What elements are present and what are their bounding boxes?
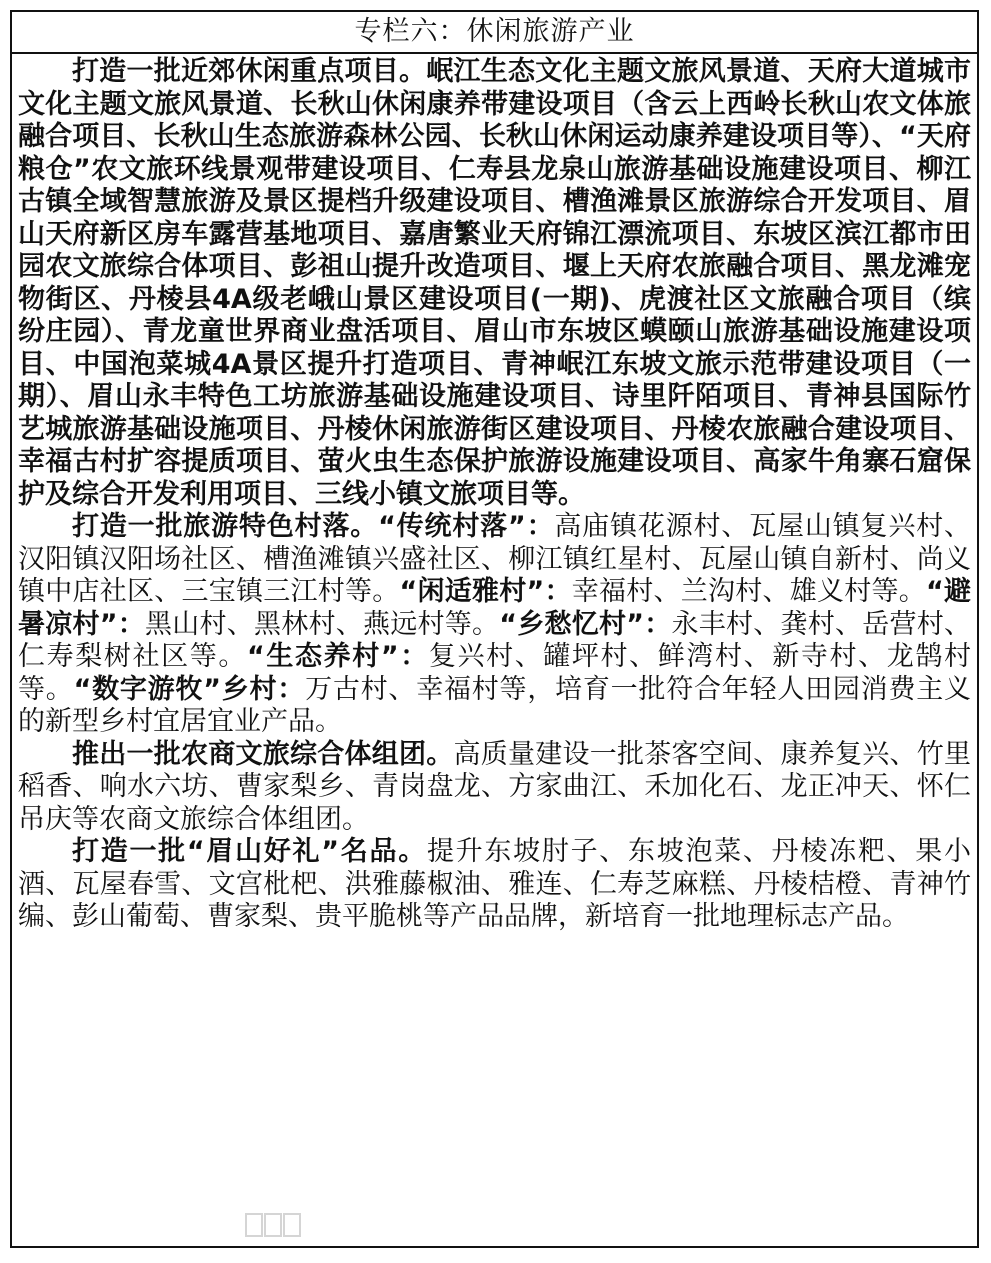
gifts-text: 提升东坡肘子、东坡泡菜、丹棱冻粑、果小酒、瓦屋春雪、文宫枇杷、洪雅藤椒油、雅连、仁寿芝麻糕、丹棱桔橙、青神竹编、彭山葡萄、曹家梨、贵平脆桃等产品品牌，新培育一批地理标志产品。	[18, 836, 972, 932]
nostalgia-village-label: “乡愁忆村”：	[499, 608, 672, 640]
digital-nomad-label: “数字游牧”乡村：	[73, 673, 306, 705]
villages-lead: 打造一批旅游特色村落。“传统村落”：	[72, 511, 555, 542]
watermark-icon	[243, 1210, 303, 1240]
paragraph-meishan-gifts	[18, 836, 971, 934]
leisure-village-label: “闲适雅村”：	[399, 576, 572, 607]
paragraph-complex-clusters	[18, 739, 971, 837]
digital-nomad-list: 万古村、幸福村等，培育一批符合年轻人田园消费主义的新型乡村宜居宜业产品。	[18, 673, 972, 737]
cool-village-label: “避暑凉村”：	[18, 576, 971, 640]
gifts-lead: 打造一批“眉山好礼”名品。	[72, 836, 427, 867]
nostalgia-village-list: 永丰村、龚村、岳营村、仁寿梨树社区等。	[18, 608, 971, 672]
clusters-lead: 推出一批农商文旅综合体组团。	[72, 738, 454, 770]
column-title: 专栏六：休闲旅游产业	[12, 12, 977, 54]
eco-village-label: “生态养村”：	[246, 641, 429, 672]
cool-village-list: 黑山村、黑林村、燕远村等。	[145, 608, 500, 640]
clusters-text: 高质量建设一批茶客空间、康养复兴、竹里稻香、响水六坊、曹家梨乡、青岗盘龙、方家曲江、禾加化石、龙正冲天、怀仁吊庆等农商文旅综合体组团。	[18, 738, 971, 835]
paragraph-leisure-projects-text: 打造一批近郊休闲重点项目。岷江生态文化主题文旅风景道、天府大道城市文化主题文旅风景道、长秋山休闲康养带建设项目（含云上西岭长秋山农文体旅融合项目、长秋山生态旅游森林公园、长秋山休闲运动康养建设项目等）、“天府粮仓”农文旅环线景观带建设项目、仁寿县龙泉山旅游基础设施建设项目、柳江古镇全域智慧旅游及景区提档升级建设项目、槽渔滩景区旅游综合开发项目、眉山天府新区房车露营基地项目、嘉唐繁业天府锦江漂流项目、东坡区滨江都市田园农文旅综合体项目、彭祖山提升改造项目、堰上天府农旅融合项目、黑龙滩宠物街区、丹棱县4A级老峨山景区建设项目(一期)、虎渡社区文旅融合项目（缤纷庄园）、青龙童世界商业盘活项目、眉山市东坡区蟆颐山旅游基础设施建设项目、中国泡菜城4A景区提升打造项目、青神岷江东坡文旅示范带建设项目（一期）、眉山永丰特色工坊旅游基础设施建设项目、诗里阡陌项目、青神县国际竹艺城旅游基础设施项目、丹棱休闲旅游街区建设项目、丹棱农旅融合建设项目、幸福古村扩容提质项目、萤火虫生态保护旅游设施建设项目、高家牛角寨石窟保护及综合开发利用项目、三线小镇文旅项目等。	[18, 56, 971, 510]
traditional-villages-list: 高庙镇花源村、瓦屋山镇复兴村、汉阳镇汉阳场社区、槽渔滩镇兴盛社区、柳江镇红星村、瓦屋山镇自新村、尚义镇中店社区、三宝镇三江村等。	[18, 511, 971, 607]
leisure-village-list: 幸福村、兰沟村、雄义村等。	[571, 576, 926, 607]
paragraph-featured-villages	[18, 511, 971, 739]
eco-village-list: 复兴村、罐坪村、鲜湾村、新寺村、龙鹄村等。	[18, 641, 972, 705]
column-content	[12, 54, 977, 934]
column-box	[10, 10, 979, 1248]
paragraph-leisure-projects	[18, 56, 971, 511]
